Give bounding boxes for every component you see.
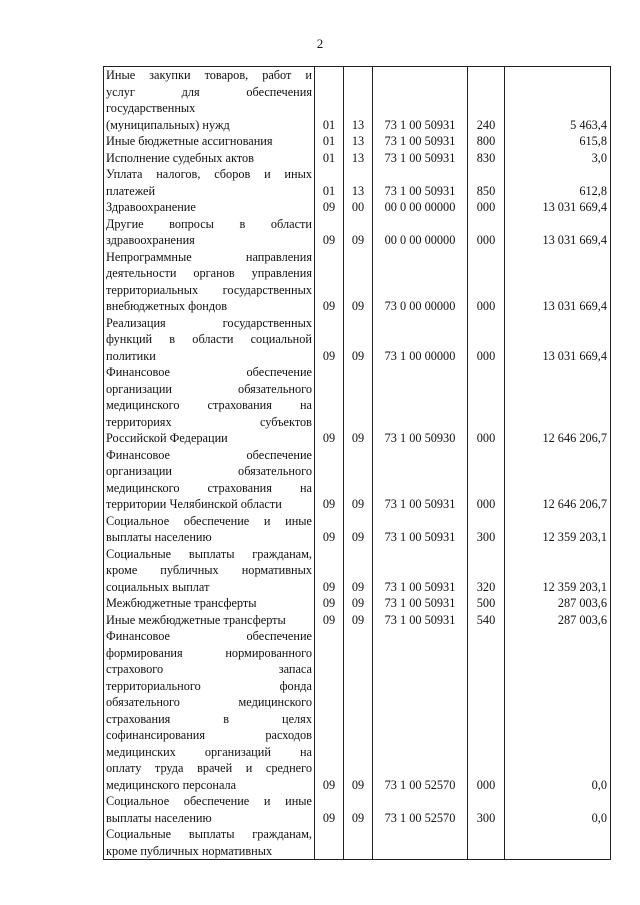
subsection-code-cell: 13 — [344, 150, 373, 167]
row-name-cell — [104, 133, 315, 150]
row-name-line: социальных выплат — [106, 579, 210, 594]
row-name-line: кроме публичных нормативных — [106, 563, 312, 577]
table-row — [104, 199, 611, 216]
expense-type-cell: 320 — [468, 546, 505, 596]
section-code-cell: 01 — [315, 67, 344, 134]
section-code-cell: 09 — [315, 216, 344, 249]
table-body — [104, 67, 611, 860]
target-article-cell: 73 1 00 50931 — [373, 513, 468, 546]
amount-cell: 12 646 206,7 — [505, 364, 611, 447]
target-article-cell: 73 1 00 52570 — [373, 793, 468, 826]
table-row — [104, 249, 611, 315]
amount-cell: 12 646 206,7 — [505, 447, 611, 513]
table-row — [104, 315, 611, 365]
target-article-cell: 73 1 00 50931 — [373, 595, 468, 612]
subsection-code-cell: 00 — [344, 199, 373, 216]
target-article-cell: 00 0 00 00000 — [373, 216, 468, 249]
expense-type-cell: 850 — [468, 166, 505, 199]
row-name-line: Социальные выплаты гражданам, — [106, 827, 312, 841]
section-code-cell: 01 — [315, 150, 344, 167]
row-name-cell — [104, 793, 315, 826]
row-name-line: кроме публичных нормативных — [106, 843, 273, 858]
table-row — [104, 826, 611, 860]
table-row — [104, 546, 611, 596]
row-name-cell — [104, 826, 315, 860]
target-article-cell: 73 1 00 50931 — [373, 546, 468, 596]
section-code-cell: 01 — [315, 133, 344, 150]
row-name-line: выплаты населению — [106, 810, 212, 825]
row-name-line: медицинского страхования на — [106, 480, 312, 495]
row-name-line: политики — [106, 348, 156, 363]
expense-type-cell: 240 — [468, 67, 505, 134]
target-article-cell: 73 1 00 50931 — [373, 612, 468, 629]
subsection-code-cell: 09 — [344, 249, 373, 315]
section-code-cell: 09 — [315, 447, 344, 513]
section-code-cell: 09 — [315, 315, 344, 365]
table-row — [104, 216, 611, 249]
row-name-cell — [104, 216, 315, 249]
amount-cell: 0,0 — [505, 628, 611, 793]
subsection-code-cell: 09 — [344, 513, 373, 546]
row-name-line: Иные межбюджетные трансферты — [106, 612, 286, 627]
row-name-line: медицинского персонала — [106, 777, 237, 792]
row-name-line: Иные закупки товаров, работ и — [106, 68, 312, 82]
subsection-code-cell — [344, 826, 373, 860]
row-name-line: формирования нормированного — [106, 645, 312, 660]
amount-cell: 12 359 203,1 — [505, 546, 611, 596]
expense-type-cell: 800 — [468, 133, 505, 150]
row-name-line: Социальное обеспечение и иные — [106, 794, 312, 808]
row-name-cell — [104, 513, 315, 546]
table-row — [104, 447, 611, 513]
expense-type-cell: 000 — [468, 628, 505, 793]
row-name-line: Реализация государственных — [106, 315, 312, 330]
row-name-line: Социальные выплаты гражданам, — [106, 546, 312, 561]
section-code-cell: 01 — [315, 166, 344, 199]
target-article-cell: 73 1 00 50931 — [373, 166, 468, 199]
subsection-code-cell: 13 — [344, 166, 373, 199]
subsection-code-cell: 09 — [344, 364, 373, 447]
amount-cell: 5 463,4 — [505, 67, 611, 134]
row-name-line: Межбюджетные трансферты — [106, 596, 257, 610]
row-name-line: территориальных государственных — [106, 282, 312, 297]
section-code-cell — [315, 826, 344, 860]
target-article-cell: 73 0 00 00000 — [373, 249, 468, 315]
section-code-cell: 09 — [315, 628, 344, 793]
target-article-cell: 73 1 00 50931 — [373, 67, 468, 134]
row-name-cell — [104, 546, 315, 596]
row-name-line: Социальное обеспечение и иные — [106, 513, 312, 528]
section-code-cell: 09 — [315, 513, 344, 546]
row-name-line: страхового запаса — [106, 662, 312, 676]
row-name-line: организации обязательного — [106, 464, 312, 478]
row-name-line: функций в области социальной — [106, 332, 312, 346]
row-name-line: Финансовое обеспечение — [106, 365, 312, 379]
table-row — [104, 793, 611, 826]
expense-type-cell: 000 — [468, 447, 505, 513]
amount-cell: 612,8 — [505, 166, 611, 199]
row-name-line: Финансовое обеспечение — [106, 447, 312, 462]
budget-table — [103, 66, 611, 860]
table-row — [104, 513, 611, 546]
expense-type-cell: 830 — [468, 150, 505, 167]
section-code-cell: 09 — [315, 546, 344, 596]
section-code-cell: 09 — [315, 612, 344, 629]
row-name-line: территориях субъектов — [106, 414, 312, 429]
target-article-cell: 73 1 00 00000 — [373, 315, 468, 365]
amount-cell: 13 031 669,4 — [505, 315, 611, 365]
row-name-line: внебюджетных фондов — [106, 299, 228, 313]
row-name-cell — [104, 249, 315, 315]
row-name-line: оплату труда врачей и среднего — [106, 761, 312, 775]
row-name-line: здравоохранения — [106, 233, 195, 247]
table-row — [104, 166, 611, 199]
row-name-cell — [104, 364, 315, 447]
row-name-cell — [104, 67, 315, 134]
row-name-line: софинансирования расходов — [106, 728, 312, 742]
expense-type-cell: 000 — [468, 199, 505, 216]
expense-type-cell: 000 — [468, 249, 505, 315]
amount-cell: 13 031 669,4 — [505, 199, 611, 216]
table-row — [104, 133, 611, 150]
target-article-cell: 73 1 00 52570 — [373, 628, 468, 793]
row-name-cell — [104, 150, 315, 167]
row-name-line: Здравоохранение — [106, 200, 196, 214]
row-name-line: медицинского страхования на — [106, 398, 312, 412]
amount-cell: 3,0 — [505, 150, 611, 167]
row-name-line: (муниципальных) нужд — [106, 117, 230, 132]
subsection-code-cell: 09 — [344, 793, 373, 826]
section-code-cell: 09 — [315, 793, 344, 826]
amount-cell: 287 003,6 — [505, 595, 611, 612]
row-name-line: Исполнение судебных актов — [106, 150, 254, 165]
subsection-code-cell: 09 — [344, 315, 373, 365]
row-name-line: выплаты населению — [106, 530, 212, 544]
row-name-cell — [104, 595, 315, 612]
expense-type-cell — [468, 826, 505, 860]
amount-cell: 615,8 — [505, 133, 611, 150]
target-article-cell — [373, 826, 468, 860]
row-name-cell — [104, 315, 315, 365]
section-code-cell: 09 — [315, 249, 344, 315]
row-name-cell — [104, 199, 315, 216]
table-row — [104, 595, 611, 612]
row-name-line: Непрограммные направления — [106, 249, 312, 264]
table-row — [104, 67, 611, 134]
row-name-line: организации обязательного — [106, 381, 312, 396]
expense-type-cell: 000 — [468, 315, 505, 365]
target-article-cell: 73 1 00 50930 — [373, 364, 468, 447]
amount-cell: 13 031 669,4 — [505, 249, 611, 315]
subsection-code-cell: 09 — [344, 216, 373, 249]
target-article-cell: 73 1 00 50931 — [373, 447, 468, 513]
row-name-line: медицинских организаций на — [106, 744, 312, 759]
amount-cell — [505, 826, 611, 860]
expense-type-cell: 000 — [468, 364, 505, 447]
target-article-cell: 73 1 00 50931 — [373, 133, 468, 150]
section-code-cell: 09 — [315, 595, 344, 612]
amount-cell: 13 031 669,4 — [505, 216, 611, 249]
row-name-line: Другие вопросы в области — [106, 216, 312, 231]
row-name-cell — [104, 166, 315, 199]
section-code-cell: 09 — [315, 364, 344, 447]
row-name-cell — [104, 447, 315, 513]
expense-type-cell: 300 — [468, 793, 505, 826]
subsection-code-cell: 09 — [344, 595, 373, 612]
amount-cell: 287 003,6 — [505, 612, 611, 629]
page-number: 2 — [316, 36, 324, 51]
row-name-line: платежей — [106, 183, 156, 198]
amount-cell: 12 359 203,1 — [505, 513, 611, 546]
subsection-code-cell: 09 — [344, 546, 373, 596]
subsection-code-cell: 13 — [344, 67, 373, 134]
subsection-code-cell: 09 — [344, 612, 373, 629]
subsection-code-cell: 13 — [344, 133, 373, 150]
target-article-cell: 00 0 00 00000 — [373, 199, 468, 216]
row-name-line: Иные бюджетные ассигнования — [106, 134, 273, 148]
row-name-line: территории Челябинской области — [106, 497, 282, 511]
row-name-line: деятельности органов управления — [106, 266, 312, 280]
row-name-line: услуг для обеспечения — [106, 84, 312, 99]
expense-type-cell: 500 — [468, 595, 505, 612]
row-name-line: страхования в целях — [106, 711, 312, 726]
table-row — [104, 628, 611, 793]
subsection-code-cell: 09 — [344, 628, 373, 793]
table-row — [104, 612, 611, 629]
expense-type-cell: 300 — [468, 513, 505, 546]
row-name-line: Финансовое обеспечение — [106, 629, 312, 643]
row-name-line: обязательного медицинского — [106, 695, 312, 709]
row-name-line: государственных — [106, 101, 196, 115]
subsection-code-cell: 09 — [344, 447, 373, 513]
table-row — [104, 150, 611, 167]
target-article-cell: 73 1 00 50931 — [373, 150, 468, 167]
amount-cell: 0,0 — [505, 793, 611, 826]
row-name-cell — [104, 612, 315, 629]
expense-type-cell: 000 — [468, 216, 505, 249]
row-name-line: территориального фонда — [106, 678, 312, 693]
row-name-line: Уплата налогов, сборов и иных — [106, 167, 312, 181]
expense-type-cell: 540 — [468, 612, 505, 629]
table-row — [104, 364, 611, 447]
row-name-line: Российской Федерации — [106, 431, 228, 445]
section-code-cell: 09 — [315, 199, 344, 216]
row-name-cell — [104, 628, 315, 793]
